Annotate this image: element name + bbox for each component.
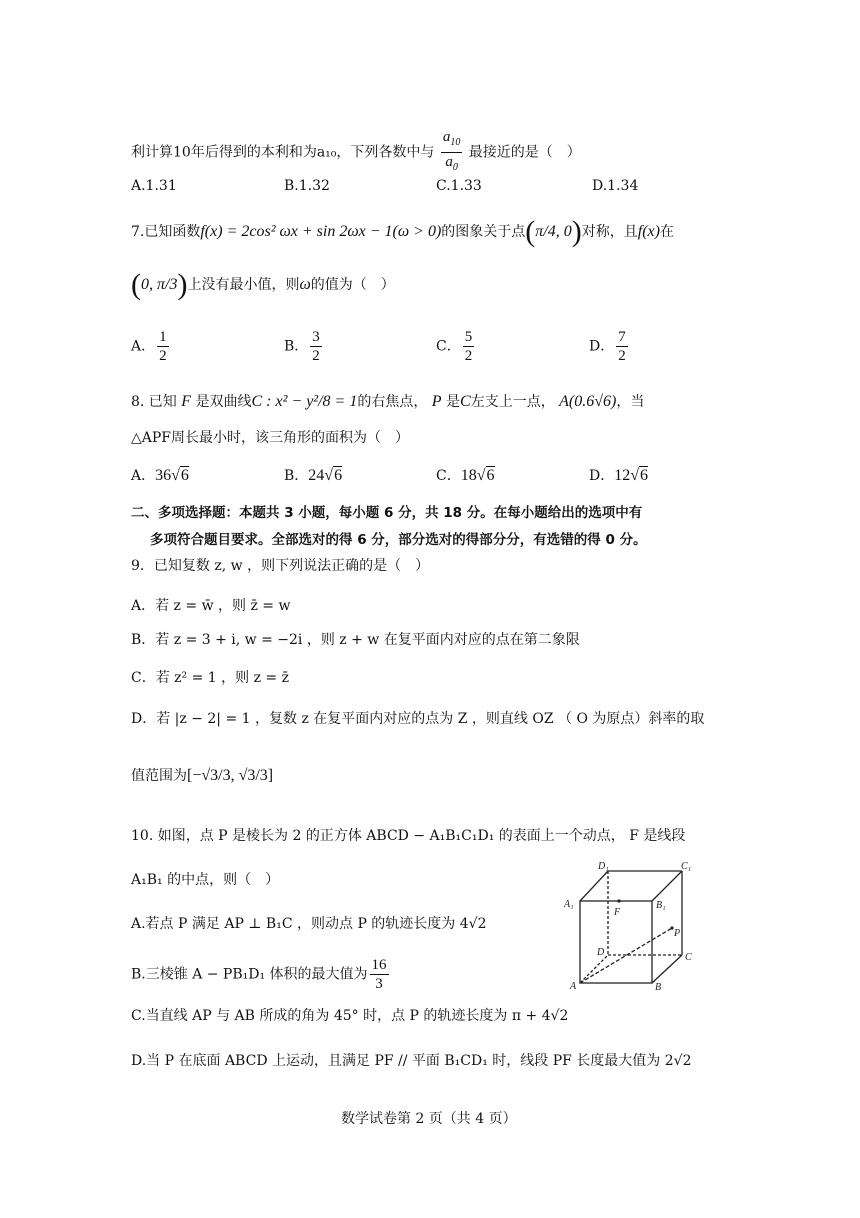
q8-option-a: A．36√6 [131,467,189,484]
label-a1: A₁ [564,899,574,910]
q8-stem-line2: △APF周长最小时，该三角形的面积为（ ） [131,430,410,446]
q8-option-b: B．24√6 [284,467,343,484]
cube-figure [558,858,706,992]
q9-stem: 9．已知复数 z, w ，则下列说法正确的是（ ） [131,558,430,574]
page-footer: 数学试卷第 2 页（共 4 页） [341,1111,517,1127]
q7-stem-line2: (0, π/3)上没有最小值，则ω的值为（ ） [131,268,395,301]
label-c1: C₁ [681,861,692,872]
q6-fraction: $\frac{a_{10}}{a_0}$ [442,129,461,173]
q7-option-b: B． $\frac{3}{2}$ [284,329,320,364]
q9-option-d-line2: 值范围为[−√3/3, √3/3] [131,767,274,784]
label-d1: D₁ [598,861,609,872]
q10-option-d: D.当 P 在底面 ABCD 上运动，且满足 PF // 平面 B₁CD₁ 时，线段 PF 长度最大值为 2√2 [131,1053,692,1069]
q6-option-d: D.1.34 [592,178,639,194]
q8-option-d: D．12√6 [589,467,649,484]
section2-heading-line1: 二、多项选择题：本题共 3 小题，每小题 6 分，共 18 分。在每小题给出的选项中有 [131,505,643,521]
q7-option-d: D． $\frac{7}{2}$ [589,329,626,364]
label-f: F [614,907,621,918]
q6-option-a: A.1.31 [131,178,177,194]
q7-stem-line1: 7.已知函数f(x) = 2cos² ωx + sin 2ωx − 1(ω > 0)的图象关于点(π/4, 0)对称，且f(x)在 [131,215,674,248]
q7-option-c: C． $\frac{5}{2}$ [436,329,473,364]
label-a: A [570,981,577,992]
q6-option-b: B.1.32 [284,178,330,194]
q6-option-c: C.1.33 [436,178,482,194]
q9-option-b: B．若 z = 3 + i, w = −2i ，则 z + w 在复平面内对应的点在第二象限 [131,632,580,648]
q10-stem: 10. 如图，点 P 是棱长为 2 的正方体 ABCD − A₁B₁C₁D₁ 的表面上一个动点， F 是线段 [131,828,686,844]
label-b: B [655,982,662,992]
q10-option-c: C.当直线 AP 与 AB 所成的角为 45° 时，点 P 的轨迹长度为 π + 4√2 [131,1008,569,1024]
q9-option-a: A．若 z = w̄ ，则 z̄ = w [131,598,291,614]
section2-heading-line2: 多项符合题目要求。全部选对的得 6 分，部分选对的得部分分，有选错的得 0 分。 [150,532,647,548]
q10-option-a: A.若点 P 满足 AP ⊥ B₁C ，则动点 P 的轨迹长度为 4√2 [131,916,487,932]
q8-option-c: C．18√6 [436,467,495,484]
q9-option-d: D．若 |z − 2| = 1 ，复数 z 在复平面内对应的点为 Z ，则直线 OZ （ O 为原点）斜率的取 [131,711,705,727]
q10-option-b: B.三棱锥 A − PB₁D₁ 体积的最大值为 $\frac{16}{3}$ [131,957,387,992]
label-d: D [597,947,605,958]
label-p: P [674,928,681,939]
label-b1: B₁ [656,900,666,911]
label-c: C [685,952,692,963]
q8-stem-line1: 8. 已知 F 是双曲线C : x² − y²/8 = 1的右焦点， P 是C左支上一点， A(0.6√6)，当 [131,393,645,410]
q10-stem-line2: A₁B₁ 的中点，则（ ） [131,872,280,888]
q7-option-a: A． $\frac{1}{2}$ [131,329,167,364]
q6-line: 利计算10年后得到的本利和为a₁₀，下列各数中与 $\frac{a_{10}}{a_0}$ 最接近的是（ ） [131,128,581,177]
q9-option-c: C．若 z² = 1 ，则 z = z̄ [131,670,289,686]
